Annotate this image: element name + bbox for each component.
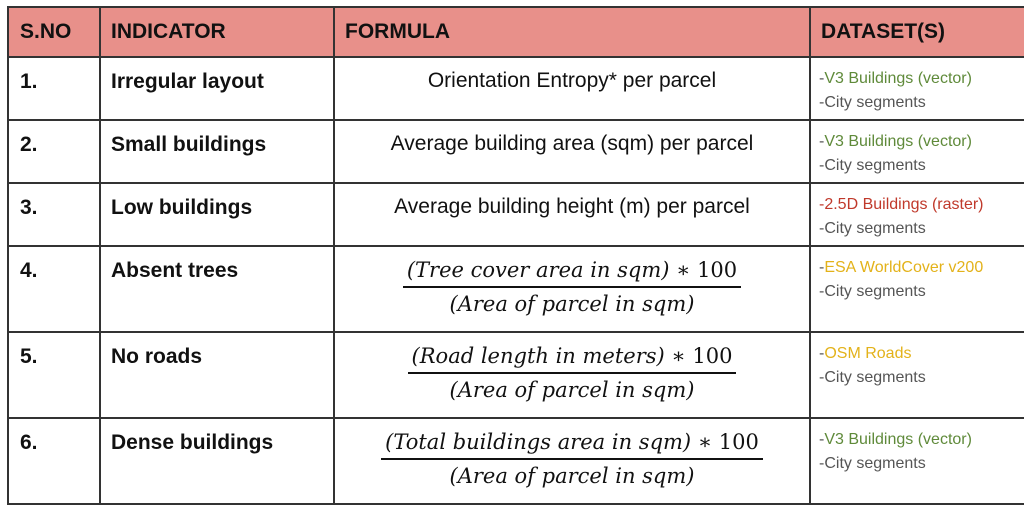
header-datasets: DATASET(S) bbox=[810, 7, 1024, 57]
dataset-label: City segments bbox=[824, 455, 926, 472]
numerator-operator: ∗ 100 bbox=[671, 344, 733, 368]
row-number: 4. bbox=[8, 246, 100, 332]
dataset-dash: - bbox=[819, 455, 825, 472]
formula-cell bbox=[334, 57, 810, 120]
dataset-dash: - bbox=[819, 283, 825, 300]
table-row bbox=[8, 246, 1024, 332]
table-row bbox=[8, 418, 1024, 504]
dataset-dash: - bbox=[819, 369, 825, 386]
dataset-item bbox=[819, 366, 1024, 390]
formula-fraction bbox=[381, 430, 763, 488]
formula-denominator: (Area of parcel in sqm) bbox=[403, 286, 741, 316]
formula-text: Orientation Entropy* per parcel bbox=[427, 69, 717, 92]
dataset-item bbox=[819, 130, 1024, 154]
indicator-name: Absent trees bbox=[100, 246, 334, 332]
dataset-item bbox=[819, 91, 1024, 115]
dataset-dash: - bbox=[819, 157, 825, 174]
dataset-dash: - bbox=[819, 431, 825, 448]
dataset-item bbox=[819, 428, 1024, 452]
indicator-table bbox=[7, 6, 1024, 505]
dataset-item bbox=[819, 342, 1024, 366]
formula-text: Average building height (m) per parcel bbox=[394, 195, 750, 218]
formula-cell bbox=[334, 120, 810, 183]
dataset-dash: - bbox=[819, 220, 825, 237]
dataset-label: City segments bbox=[824, 283, 926, 300]
dataset-label: City segments bbox=[824, 157, 926, 174]
formula-denominator: (Area of parcel in sqm) bbox=[408, 372, 737, 402]
dataset-label: City segments bbox=[824, 220, 926, 237]
dataset-item bbox=[819, 256, 1024, 280]
row-number: 1. bbox=[8, 57, 100, 120]
dataset-label: City segments bbox=[824, 369, 926, 386]
numerator-operator: ∗ 100 bbox=[697, 430, 759, 454]
dataset-dash: - bbox=[819, 259, 825, 276]
formula-denominator: (Area of parcel in sqm) bbox=[381, 458, 763, 488]
formula-cell bbox=[334, 418, 810, 504]
header-formula: FORMULA bbox=[334, 7, 810, 57]
dataset-dash: - bbox=[819, 196, 825, 213]
row-number: 5. bbox=[8, 332, 100, 418]
table-row bbox=[8, 183, 1024, 246]
dataset-dash: - bbox=[819, 94, 825, 111]
indicator-name: No roads bbox=[100, 332, 334, 418]
formula-cell bbox=[334, 246, 810, 332]
row-number: 2. bbox=[8, 120, 100, 183]
dataset-label: V3 Buildings (vector) bbox=[824, 70, 972, 87]
formula-numerator bbox=[408, 344, 737, 372]
dataset-item bbox=[819, 193, 1024, 217]
dataset-label: City segments bbox=[824, 94, 926, 111]
dataset-dash: - bbox=[819, 345, 825, 362]
datasets-cell bbox=[810, 246, 1024, 332]
table-row bbox=[8, 57, 1024, 120]
table-row bbox=[8, 120, 1024, 183]
indicator-name: Low buildings bbox=[100, 183, 334, 246]
datasets-cell bbox=[810, 418, 1024, 504]
numerator-text: (Total buildings area in sqm) bbox=[385, 430, 692, 454]
dataset-label: 2.5D Buildings (raster) bbox=[824, 196, 984, 213]
numerator-operator: ∗ 100 bbox=[676, 258, 738, 282]
formula-cell bbox=[334, 183, 810, 246]
formula-cell bbox=[334, 332, 810, 418]
formula-fraction bbox=[403, 258, 741, 316]
datasets-cell bbox=[810, 332, 1024, 418]
numerator-text: (Tree cover area in sqm) bbox=[406, 258, 670, 282]
dataset-dash: - bbox=[819, 70, 825, 87]
dataset-label: V3 Buildings (vector) bbox=[824, 431, 972, 448]
dataset-dash: - bbox=[819, 133, 825, 150]
formula-text: Average building area (sqm) per parcel bbox=[390, 132, 754, 155]
row-number: 6. bbox=[8, 418, 100, 504]
row-number: 3. bbox=[8, 183, 100, 246]
indicator-name: Irregular layout bbox=[100, 57, 334, 120]
header-sno: S.NO bbox=[8, 7, 100, 57]
header-row bbox=[8, 7, 1024, 57]
header-indicator: INDICATOR bbox=[100, 7, 334, 57]
dataset-item bbox=[819, 452, 1024, 476]
datasets-cell bbox=[810, 183, 1024, 246]
formula-fraction bbox=[408, 344, 737, 402]
dataset-label: OSM Roads bbox=[824, 345, 912, 362]
datasets-cell bbox=[810, 57, 1024, 120]
formula-numerator bbox=[403, 258, 741, 286]
table-row bbox=[8, 332, 1024, 418]
dataset-item bbox=[819, 280, 1024, 304]
dataset-label: ESA WorldCover v200 bbox=[824, 259, 984, 276]
indicator-name: Dense buildings bbox=[100, 418, 334, 504]
dataset-label: V3 Buildings (vector) bbox=[824, 133, 972, 150]
numerator-text: (Road length in meters) bbox=[411, 344, 665, 368]
dataset-item bbox=[819, 217, 1024, 241]
formula-numerator bbox=[381, 430, 763, 458]
dataset-item bbox=[819, 154, 1024, 178]
indicator-name: Small buildings bbox=[100, 120, 334, 183]
dataset-item bbox=[819, 67, 1024, 91]
datasets-cell bbox=[810, 120, 1024, 183]
